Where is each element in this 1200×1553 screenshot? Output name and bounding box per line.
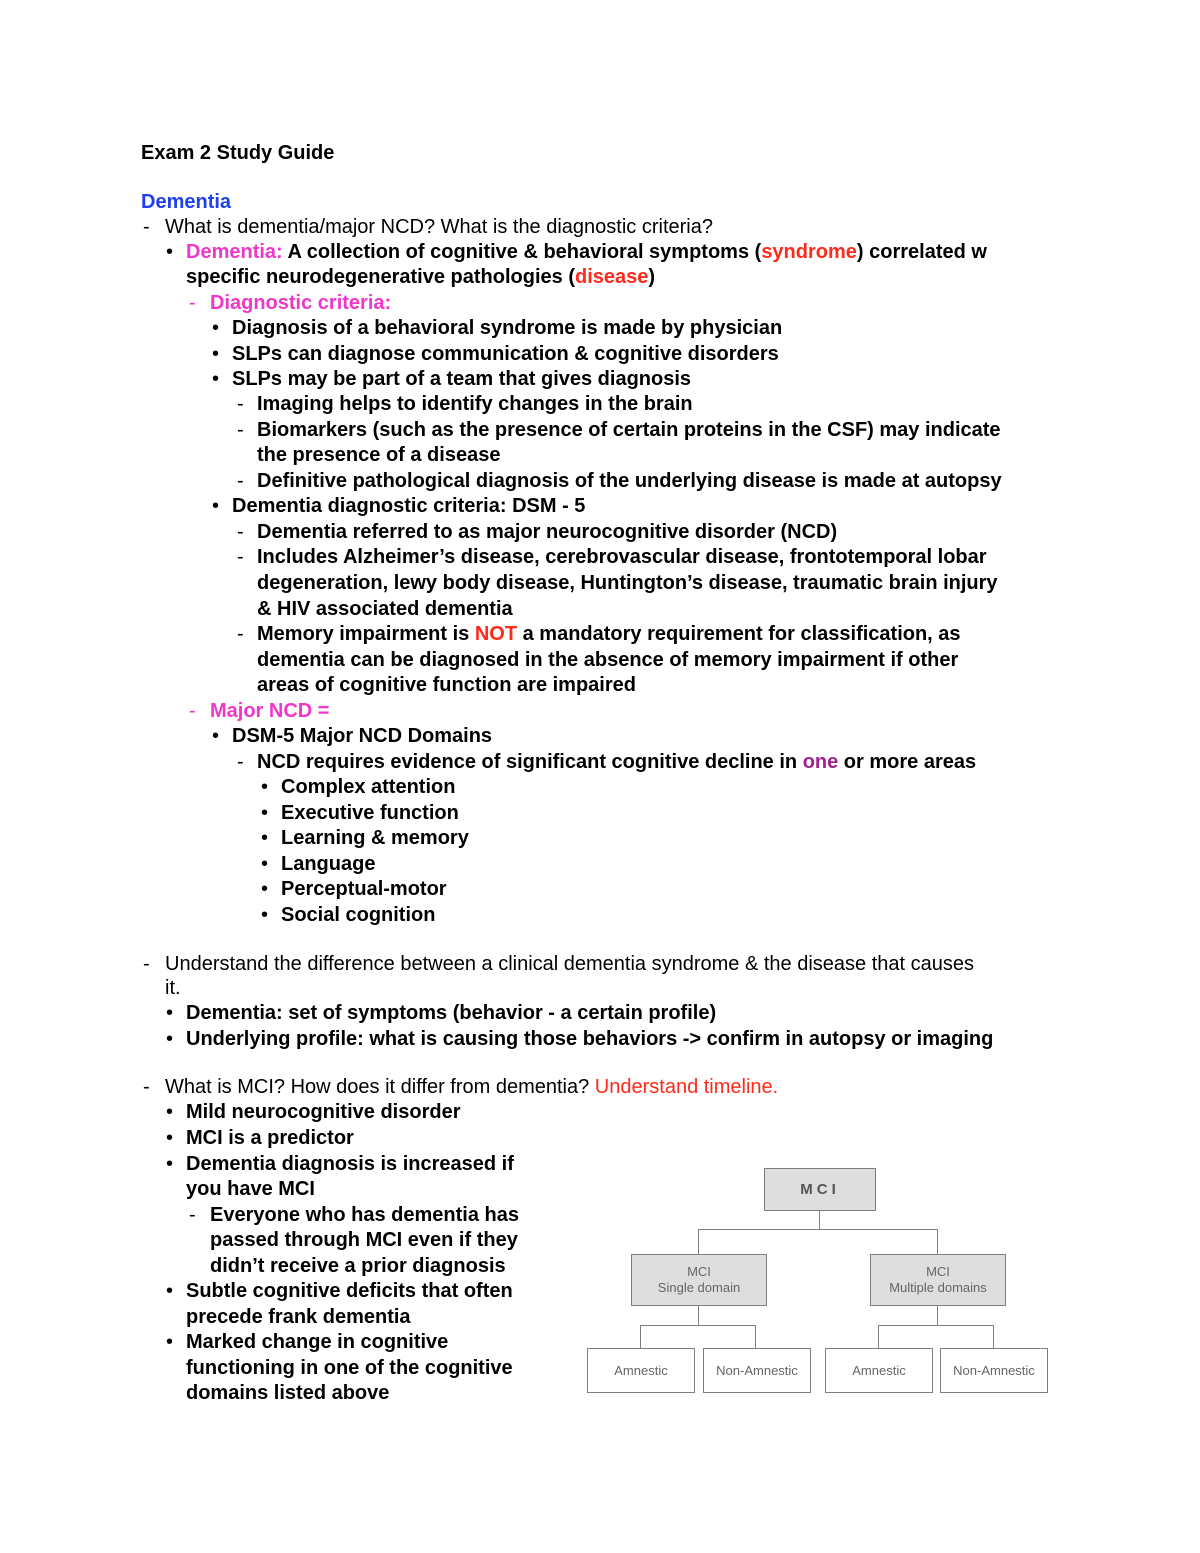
memory-line2: dementia can be diagnosed in the absence of memory impairment if other (257, 649, 959, 671)
connector (878, 1325, 994, 1326)
box-label: MCI (926, 1264, 950, 1279)
bullet-marker: • (166, 1002, 174, 1024)
question-1: What is dementia/major NCD? What is the diagnostic criteria? (165, 216, 713, 238)
disease-term: disease (574, 266, 649, 288)
question-2-line2: it. (165, 977, 181, 999)
bullet-marker: • (261, 878, 269, 900)
amnestic-box (587, 1348, 695, 1393)
box-label: Non-Amnestic (716, 1362, 798, 1378)
syndrome-term: syndrome (761, 241, 857, 263)
dash-marker: - (237, 419, 244, 441)
domain-item: Learning & memory (281, 827, 469, 849)
ncd-text: or more areas (838, 751, 977, 773)
team-item: Biomarkers (such as the presence of certain proteins in the CSF) may indicate (257, 419, 1001, 441)
mci-item: Dementia diagnosis is increased if (186, 1153, 514, 1175)
mci-single-domain-box (631, 1254, 767, 1306)
mci-item: Marked change in cognitive (186, 1331, 449, 1353)
connector (698, 1229, 699, 1255)
connector (937, 1305, 938, 1325)
dash-marker: - (237, 521, 244, 543)
team-item: the presence of a disease (257, 444, 501, 466)
bullet-marker: • (212, 725, 220, 747)
major-ncd-heading: Major NCD = (210, 700, 330, 722)
diag-item: SLPs may be part of a team that gives diagnosis (232, 368, 692, 390)
connector (819, 1210, 820, 1229)
bullet-marker: • (212, 317, 220, 339)
domains-heading: DSM-5 Major NCD Domains (232, 725, 493, 747)
bullet-marker: • (166, 1280, 174, 1302)
dash-marker: - (237, 546, 244, 568)
dsm-item: & HIV associated dementia (257, 598, 513, 620)
connector (937, 1229, 938, 1255)
mci-root-label: MCI (800, 1180, 840, 1198)
section-heading: Dementia (141, 191, 232, 213)
bullet-marker: • (261, 802, 269, 824)
bullet-marker: • (261, 776, 269, 798)
ncd-text: NCD requires evidence of significant cognitive decline in (257, 751, 803, 773)
mci-item: Mild neurocognitive disorder (186, 1101, 461, 1123)
mci-multiple-domains-box (870, 1254, 1006, 1306)
box-label: Non-Amnestic (953, 1362, 1035, 1378)
definition-text: ) (648, 266, 656, 288)
bullet-marker: • (261, 853, 269, 875)
dementia-definition-line1 (186, 240, 987, 265)
mci-item: you have MCI (186, 1178, 315, 1200)
connector (993, 1325, 994, 1349)
connector (755, 1325, 756, 1349)
box-label: Amnestic (852, 1362, 906, 1378)
question-3-text: What is MCI? How does it differ from dementia? (165, 1076, 595, 1098)
definition-text: specific neurodegenerative pathologies ( (186, 266, 575, 288)
domain-item: Complex attention (281, 776, 456, 798)
connector (640, 1325, 641, 1349)
bullet-marker: • (212, 495, 220, 517)
box-label: Amnestic (614, 1362, 668, 1378)
mci-subitem: didn’t receive a prior diagnosis (210, 1255, 506, 1277)
domain-item: Language (281, 853, 376, 875)
bullet-marker: • (212, 343, 220, 365)
memory-text: Memory impairment is (257, 623, 475, 645)
connector (878, 1325, 879, 1349)
question-2-line1: Understand the difference between a clinical dementia syndrome & the disease that causes (165, 953, 975, 975)
team-item: Definitive pathological diagnosis of the underlying disease is made at autopsy (257, 470, 1002, 492)
bullet-marker: • (166, 241, 174, 263)
dash-marker: - (189, 1204, 196, 1226)
amnestic-box (825, 1348, 933, 1393)
question-3 (165, 1075, 778, 1100)
non-amnestic-box (940, 1348, 1048, 1393)
bullet-marker: • (166, 1153, 174, 1175)
dementia-term: Dementia: (186, 241, 283, 263)
timeline-emphasis: Understand timeline. (594, 1076, 779, 1098)
dash-marker: - (237, 623, 244, 645)
mci-subitem: Everyone who has dementia has (210, 1204, 519, 1226)
mci-item: precede frank dementia (186, 1306, 411, 1328)
dash-marker: - (237, 751, 244, 773)
box-label: Single domain (657, 1280, 741, 1295)
mci-root-box (764, 1168, 876, 1211)
q2-item: Underlying profile: what is causing those behaviors -> confirm in autopsy or imaging (186, 1028, 994, 1050)
non-amnestic-box (703, 1348, 811, 1393)
bullet-marker: • (261, 827, 269, 849)
mci-item: Subtle cognitive deficits that often (186, 1280, 513, 1302)
memory-text: a mandatory requirement for classification, as (517, 623, 961, 645)
q2-item: Dementia: set of symptoms (behavior - a certain profile) (186, 1002, 717, 1024)
team-item: Imaging helps to identify changes in the brain (257, 393, 693, 415)
not-emphasis: NOT (474, 623, 518, 645)
bullet-marker: • (166, 1028, 174, 1050)
dash-marker: - (143, 953, 150, 975)
dsm-item: Includes Alzheimer’s disease, cerebrovascular disease, frontotemporal lobar (257, 546, 987, 568)
dash-marker: - (237, 470, 244, 492)
one-emphasis: one (802, 751, 839, 773)
domain-item: Social cognition (281, 904, 436, 926)
dsm-item: Dementia referred to as major neurocognitive disorder (NCD) (257, 521, 838, 543)
definition-text: A collection of cognitive & behavioral symptoms ( (282, 241, 762, 263)
mci-item: MCI is a predictor (186, 1127, 354, 1149)
dsm-item: degeneration, lewy body disease, Huntington’s disease, traumatic brain injury (257, 572, 998, 594)
memory-line1 (257, 622, 961, 647)
dash-marker: - (143, 216, 150, 238)
diag-item: Diagnosis of a behavioral syndrome is made by physician (232, 317, 783, 339)
box-label: MCI (687, 1264, 711, 1279)
memory-line3: areas of cognitive function are impaired (257, 674, 636, 696)
bullet-marker: • (212, 368, 220, 390)
bullet-marker: • (166, 1101, 174, 1123)
diagnostic-criteria-heading: Diagnostic criteria: (210, 292, 392, 314)
dementia-definition-line2 (186, 265, 655, 290)
ncd-requirement (257, 750, 976, 775)
page-title: Exam 2 Study Guide (141, 142, 335, 164)
domain-item: Executive function (281, 802, 459, 824)
dash-marker: - (237, 393, 244, 415)
dsm-heading: Dementia diagnostic criteria: DSM - 5 (232, 495, 586, 517)
dash-marker: - (189, 292, 196, 314)
bullet-marker: • (261, 904, 269, 926)
box-label: Multiple domains (889, 1280, 987, 1295)
mci-subitem: passed through MCI even if they (210, 1229, 518, 1251)
mci-item: functioning in one of the cognitive (186, 1357, 513, 1379)
bullet-marker: • (166, 1331, 174, 1353)
connector (640, 1325, 756, 1326)
connector (698, 1305, 699, 1325)
connector (698, 1229, 938, 1230)
mci-item: domains listed above (186, 1382, 390, 1404)
definition-text: ) correlated w (856, 241, 987, 263)
bullet-marker: • (166, 1127, 174, 1149)
diag-item: SLPs can diagnose communication & cognitive disorders (232, 343, 779, 365)
dash-marker: - (189, 700, 196, 722)
dash-marker: - (143, 1076, 150, 1098)
domain-item: Perceptual-motor (281, 878, 447, 900)
